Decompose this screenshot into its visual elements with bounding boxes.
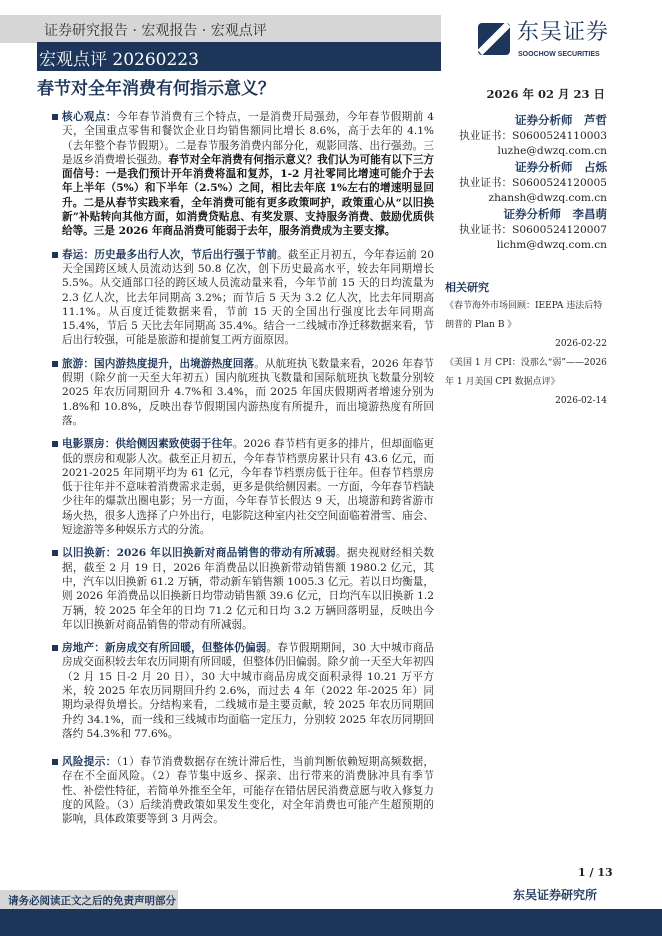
report-body <box>46 110 434 836</box>
section-text: 。2026 春节档有更多的排片，但却面临更低的票房和观影人次。截至正月初五，今年春节档票房累计只有 43.6 亿元，而 2021-2025 年同期平均为 61 亿元，今年春节档票房低于往年。但春节档票房低于往年并不意味着消费需求走弱，更多是供给侧因素。一方面，今年春节档缺少往年的爆款出圈电影；另一方面，今年春节长假达 9 天，出境游和跨省游市场火热，很多人选择了户外出行，电影院这种室内社交空间面临着滑雪、庙会、短途游等多种娱乐方式的分流。 <box>62 438 435 537</box>
related-heading: 相关研究 <box>445 281 489 294</box>
disclaimer-note: 请务必阅读正文之后的免责声明部分 <box>0 890 178 910</box>
institute-name: 东吴证券研究所 <box>513 888 598 902</box>
section-text: 。据央视财经相关数据，截至 2 月 19 日，2026 年消费品以旧换新带动销售额 1980.2 亿元，其中，汽车以旧换新 61.2 万辆，带动新车销售额 1005.3 亿元。若以日均衡量，则 2026 年消费品以旧换新日均带动销售额 39.6 亿元，日均汽车以旧换新 1.2 万辆，较 2025 年全年的日均 71.2 亿元和日均 3.2 万辆回落明显，反映出今年以旧换新对商品销售的带动有所减弱。 <box>62 547 435 631</box>
section-text: 。从航班执飞数量来看，2026 年春节假期（除夕前一天至大年初五）国内航班执飞数量和国际航班执飞数量分别较 2025 年农历同期回升 4.7%和 3.4%，而 2025 年国庆假期两者增速分别为 1.8%和 10.8%，反映出春节假期国内游热度有所提升，而出境游热度有所回落。 <box>62 357 435 427</box>
section-heading: 旅游：国内游热度提升，出境游热度回落 <box>62 357 255 370</box>
analyst-title: 证券分析师 芦哲 <box>515 113 607 127</box>
report-date: 2026 年 02 月 23 日 <box>486 87 605 101</box>
section-risk <box>46 755 434 826</box>
analyst-title: 证券分析师 李昌萌 <box>503 207 607 221</box>
company-logo <box>470 20 620 64</box>
section-heading: 春运：历史最多出行人次，节后出行强于节前 <box>62 248 278 261</box>
bullet-icon <box>52 114 58 120</box>
bullet-icon <box>52 252 58 258</box>
page-number: 1 / 13 <box>578 866 613 879</box>
section-core-view <box>46 110 434 239</box>
section-tourism <box>46 357 434 428</box>
analyst-email[interactable]: zhansh@dwzq.com.cn <box>488 192 607 204</box>
related-item-date: 2026-02-14 <box>555 396 607 406</box>
report-series: 宏观点评 20260223 <box>37 42 441 71</box>
section-heading: 电影票房：供给侧因素致使弱于往年 <box>62 438 233 451</box>
analyst-list <box>437 112 607 253</box>
report-category: 证券研究报告 · 宏观报告 · 宏观点评 <box>44 23 267 39</box>
footer-band <box>0 909 662 936</box>
section-text: 。截至正月初五，今年春运前 20 天全国跨区域人员流动达到 50.8 亿次，创下历史最高水平，较去年同期增长 5.5%。从交通部口径的跨区域人员流动量来看，今年节前 15 天的日均流量为 2.3 亿人次，比去年同期高 3.2%；而节后 5 天为 3.2 亿人次，比去年同期高 11.1%。从百度迁徙数据来看，节前 15 天的全国出行强度比去年同期高 15.4%，节后 5 天比去年同期高 35.4%。结合一二线城市净迁移数据来看，节后出行较强，可能是旅游和提前复工两方面原因。 <box>62 248 434 347</box>
page-title: 春节对全年消费有何指示意义？ <box>37 79 275 99</box>
logo-mark-icon <box>478 23 510 55</box>
bullet-icon <box>52 550 58 556</box>
section-text: 今年春节消费有三个特点，一是消费开局强劲，今年春节假期前 4 天，全国重点零售和餐饮企业日均销售额同比增长 8.6%，高于去年的 4.1%（去年整个春节假期）。二是春节服务消费内部分化，观影回落、出行强劲。三是返乡消费增长强劲。 <box>62 111 434 166</box>
analyst-cert: 执业证书：S0600524120005 <box>459 177 607 189</box>
section-heading: 房地产：新房成交有所回暖，但整体仍偏弱 <box>62 642 267 655</box>
section-text: 。春节假期期间，30 大中城市商品房成交面积较去年农历同期有所回暖，但整体仍旧偏弱。除夕前一天至大年初四（2 月 15 日-2 月 20 日），30 大中城市商品房成交面积录得 10.21 万平方米，较 2025 年农历同期回升约 2.6%，而过去 4 年（2022 年-2025 年）同期均录得负增长。分结构来看，二线城市是主要贡献，较 2025 年农历同期回升约 34.1%，而一线和三线城市均面临一定压力，分别较 2025 年农历同期回落约 54.3%和 77.6%。 <box>62 642 434 740</box>
report-category-band <box>0 15 441 43</box>
section-trade-in <box>46 546 434 632</box>
section-heading: 风险提示： <box>62 756 117 769</box>
section-bold-text: 春节对全年消费有何指示意义？我们认为可能有以下三方面信号：一是我们预计开年消费将温和复苏，1-2 月社零同比增速可能介于去年上半年（5%）和下半年（2.5%）之间，相比去年底 1%左右的增速明显回升。二是从春节实践来看，全年消费可能有更多政策呵护，政策重心从“以旧换新”补贴转向其他方面，如消费贷贴息、有奖发票、支持服务消费、鼓励优质供给等。三是 2026 年商品消费可能弱于去年，服务消费成为主要支撑。 <box>62 153 434 238</box>
section-heading: 以旧换新：2026 年以旧换新对商品销售的带动有所减弱 <box>62 547 336 560</box>
section-heading: 核心观点： <box>62 111 117 123</box>
section-travel <box>46 248 434 348</box>
logo-name: 东吴证券 <box>517 20 610 45</box>
analyst-cert: 执业证书：S0600524120007 <box>459 224 607 236</box>
related-research <box>445 278 607 411</box>
section-box-office <box>46 437 434 537</box>
bullet-icon <box>52 441 58 447</box>
analyst-email[interactable]: luzhe@dwzq.com.cn <box>497 145 607 157</box>
related-item-title[interactable]: 《美国 1 月 CPI：没那么“弱”——2026 年 1 月美国 CPI 数据点评》 <box>445 358 607 387</box>
bullet-icon <box>52 361 58 367</box>
section-real-estate <box>46 641 434 741</box>
bullet-icon <box>52 759 58 765</box>
analyst-email[interactable]: lichm@dwzq.com.cn <box>496 239 607 251</box>
analyst-cert: 执业证书：S0600524110003 <box>459 130 607 142</box>
related-item-date: 2026-02-22 <box>555 339 607 349</box>
logo-name-en: SOOCHOW SECURITIES <box>518 51 600 58</box>
bullet-icon <box>52 645 58 651</box>
section-text: （1）春节消费数据存在统计滞后性，当前判断依赖短期高频数据，存在不全面风险。（2）春节集中返乡、探亲、出行带来的消费脉冲具有季节性、补偿性特征，若简单外推至全年，可能存在错估居民消费意愿与收入修复力度的风险。（3）后续消费政策如果发生变化，对全年消费也可能产生超预期的影响，具体政策要等到 3 月两会。 <box>62 756 435 826</box>
related-item-title[interactable]: 《春节海外市场回顾：IEEPA 违法后特朗普的 Plan B 》 <box>445 301 603 330</box>
analyst-title: 证券分析师 占烁 <box>515 160 607 174</box>
